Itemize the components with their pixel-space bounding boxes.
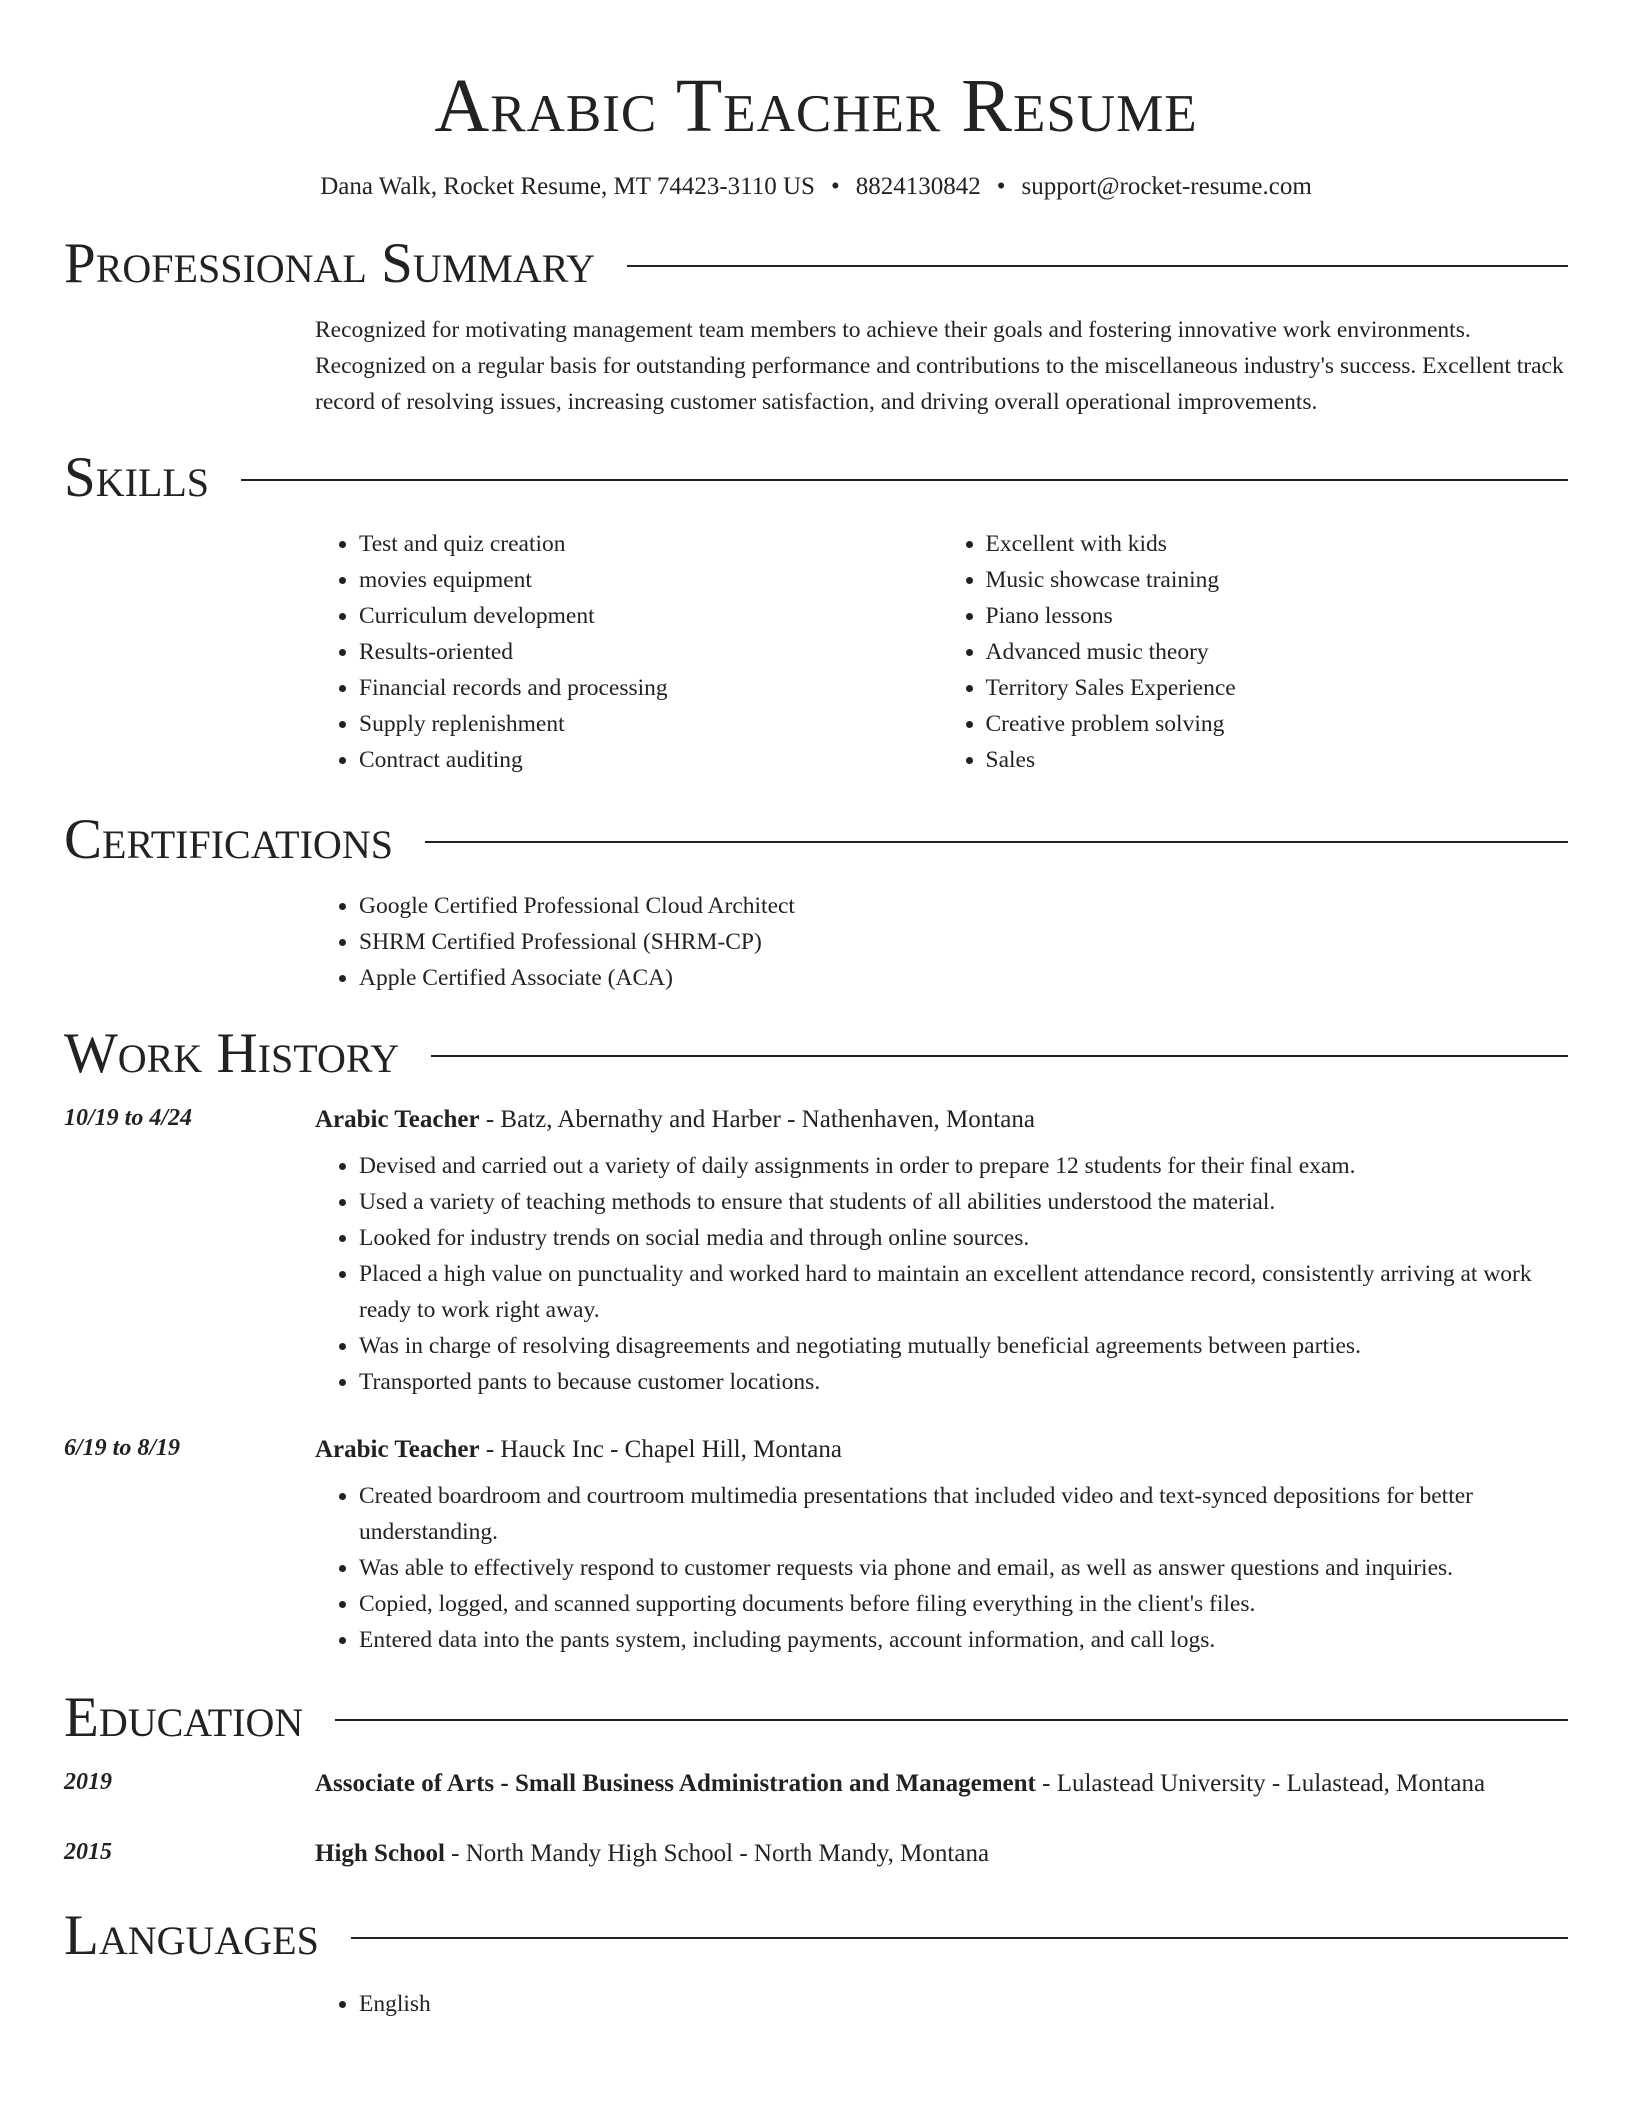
- job-title: Arabic Teacher: [315, 1436, 480, 1463]
- skill-item: • Excellent with kids: [986, 526, 1569, 562]
- education-entry: [64, 1764, 1568, 1804]
- school: - North Mandy High School - North Mandy, Montana: [444, 1840, 990, 1867]
- skills-list-right: [942, 526, 1569, 778]
- skill-item: • Territory Sales Experience: [986, 670, 1569, 706]
- resume-title: Arabic Teacher Resume: [434, 64, 1198, 148]
- language-item: • English: [359, 1986, 1568, 2022]
- job-title: Arabic Teacher: [315, 1106, 480, 1133]
- contact-separator: •: [996, 173, 1006, 200]
- contact-line: [64, 172, 1568, 202]
- work-history-heading: [64, 1022, 1568, 1086]
- section-divider: [431, 1055, 1568, 1057]
- section-divider: [335, 1719, 1568, 1721]
- education-year: 2019: [64, 1769, 112, 1795]
- certification-item: • Google Certified Professional Cloud Architect: [359, 888, 1568, 924]
- education-entry: [64, 1834, 1568, 1874]
- employer: - Hauck Inc - Chapel Hill, Montana: [479, 1436, 842, 1463]
- work-bullet: • Transported pants to because customer locations.: [359, 1364, 1568, 1400]
- skill-item: • Supply replenishment: [359, 706, 942, 742]
- skill-item: • Sales: [986, 742, 1569, 778]
- skill-item: • Contract auditing: [359, 742, 942, 778]
- skills-heading: [64, 446, 1568, 510]
- contact-separator: •: [830, 173, 840, 200]
- education-heading: [64, 1686, 1568, 1750]
- languages-list: [315, 1986, 1568, 2022]
- summary-section: [315, 312, 1568, 420]
- education-details: [315, 1764, 1568, 1804]
- section-divider: [425, 841, 1568, 843]
- summary-heading: [64, 232, 1568, 296]
- education-details: [315, 1834, 1568, 1874]
- section-divider: [627, 265, 1568, 267]
- work-dates: 6/19 to 8/19: [64, 1435, 181, 1461]
- skill-item: • Piano lessons: [986, 598, 1569, 634]
- certifications-heading: [64, 808, 1568, 872]
- work-bullet: • Looked for industry trends on social media and through online sources.: [359, 1220, 1568, 1256]
- skill-item: • Music showcase training: [986, 562, 1569, 598]
- degree: High School: [315, 1840, 445, 1867]
- skill-item: • Financial records and processing: [359, 670, 942, 706]
- section-divider: [241, 479, 1568, 481]
- work-bullet: • Entered data into the pants system, including payments, account information, and call logs.: [359, 1622, 1568, 1658]
- work-bullet: • Devised and carried out a variety of daily assignments in order to prepare 12 students for their final exam.: [359, 1148, 1568, 1184]
- certifications-section: [315, 888, 1568, 996]
- contact-email: support@rocket-resume.com: [1021, 173, 1312, 200]
- work-bullets: [315, 1148, 1568, 1400]
- work-details: [315, 1100, 1568, 1400]
- work-bullet: • Created boardroom and courtroom multimedia presentations that included video and text-synced depositions for better understanding.: [359, 1478, 1568, 1550]
- work-history-heading-text: Work History: [64, 1022, 400, 1085]
- skill-item: • Test and quiz creation: [359, 526, 942, 562]
- school: - Lulastead University - Lulastead, Montana: [1035, 1770, 1486, 1797]
- resume-page: [64, 0, 1568, 2022]
- certifications-heading-text: Certifications: [64, 808, 393, 871]
- work-entry: [64, 1100, 1568, 1400]
- skills-section: [315, 526, 1568, 778]
- skill-item: • Advanced music theory: [986, 634, 1569, 670]
- summary-text: Recognized for motivating management team members to achieve their goals and fostering innovative work environments. Recognized on a regular basis for outstanding performance and contributions to the miscellaneous industry's success. Excellent track record of resolving issues, increasing customer satisfaction, and driving overall operational improvements.: [315, 317, 1564, 415]
- skills-heading-text: Skills: [64, 446, 210, 509]
- employer: - Batz, Abernathy and Harber - Nathenhaven, Montana: [479, 1106, 1035, 1133]
- degree: Associate of Arts - Small Business Administration and Management: [315, 1770, 1036, 1797]
- work-dates: 10/19 to 4/24: [64, 1105, 193, 1131]
- skill-item: • Curriculum development: [359, 598, 942, 634]
- work-bullet: • Placed a high value on punctuality and worked hard to maintain an excellent attendance record, consistently arriving at work ready to work right away.: [359, 1256, 1568, 1328]
- contact-address: Dana Walk, Rocket Resume, MT 74423-3110 US: [320, 173, 815, 200]
- work-heading: [315, 1100, 1568, 1140]
- languages-heading-text: Languages: [64, 1904, 319, 1967]
- skills-list-left: [315, 526, 942, 778]
- work-bullet: • Was in charge of resolving disagreements and negotiating mutually beneficial agreements between parties.: [359, 1328, 1568, 1364]
- certification-item: • Apple Certified Associate (ACA): [359, 960, 1568, 996]
- work-bullet: • Was able to effectively respond to customer requests via phone and email, as well as answer questions and inquiries.: [359, 1550, 1568, 1586]
- work-bullet: • Used a variety of teaching methods to ensure that students of all abilities understood the material.: [359, 1184, 1568, 1220]
- education-year: 2015: [64, 1839, 112, 1865]
- work-bullets: [315, 1478, 1568, 1658]
- summary-heading-text: Professional Summary: [64, 232, 596, 295]
- education-heading-text: Education: [64, 1686, 304, 1749]
- skill-item: • Creative problem solving: [986, 706, 1569, 742]
- section-divider: [351, 1937, 1568, 1939]
- certification-item: • SHRM Certified Professional (SHRM-CP): [359, 924, 1568, 960]
- work-details: [315, 1430, 1568, 1658]
- work-entry: [64, 1430, 1568, 1658]
- contact-phone: 8824130842: [855, 173, 981, 200]
- skill-item: • Results-oriented: [359, 634, 942, 670]
- certifications-list: [315, 888, 1568, 996]
- languages-heading: [64, 1904, 1568, 1968]
- skill-item: • movies equipment: [359, 562, 942, 598]
- languages-section: [315, 1986, 1568, 2022]
- work-bullet: • Copied, logged, and scanned supporting documents before filing everything in the client's files.: [359, 1586, 1568, 1622]
- work-heading: [315, 1430, 1568, 1470]
